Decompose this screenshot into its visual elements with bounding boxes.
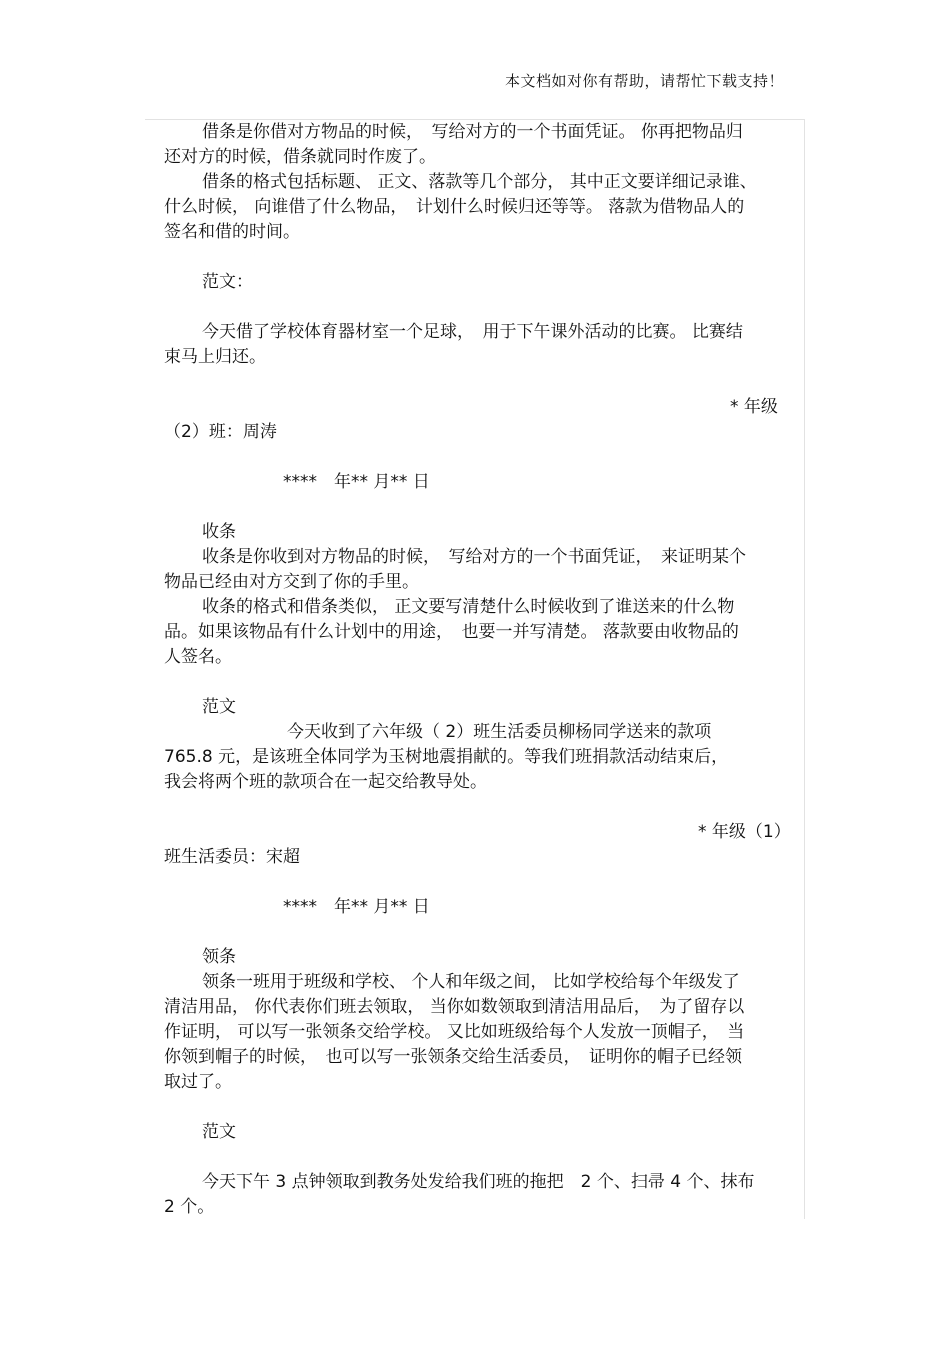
paragraph-line: 束马上归还。 (164, 347, 266, 367)
section-heading: 范文： (202, 272, 253, 292)
paragraph-line: 取过了。 (164, 1072, 232, 1092)
paragraph-line: 我会将两个班的款项合在一起交给教导处。 (164, 772, 487, 792)
paragraph-line: 作证明， 可以写一张领条交给学校。 又比如班级给每个人发放一顶帽子， 当 (164, 1022, 745, 1042)
paragraph-line: 人签名。 (164, 647, 232, 667)
paragraph-line: 清洁用品， 你代表你们班去领取， 当你如数领取到清洁用品后， 为了留存以 (164, 997, 745, 1017)
section-heading: 范文 (202, 697, 236, 717)
paragraph-line: 今天收到了六年级（ 2）班生活委员柳杨同学送来的款项 (287, 722, 712, 742)
paragraph-line: 今天借了学校体育器材室一个足球， 用于下午课外活动的比赛。 比赛结 (202, 322, 743, 342)
section-heading: 范文 (202, 1122, 236, 1142)
paragraph-line: 今天下午 3 点钟领取到教务处发给我们班的拖把 2 个、扫帚 4 个、抹布 (202, 1172, 755, 1192)
paragraph-line: 领条一班用于班级和学校、 个人和年级之间， 比如学校给每个年级发了 (202, 972, 740, 992)
section-heading: 收条 (202, 522, 236, 542)
paragraph-line: 物品已经由对方交到了你的手里。 (164, 572, 419, 592)
paragraph-line: 借条的格式包括标题、 正文、落款等几个部分， 其中正文要详细记录谁、 (202, 172, 757, 192)
signature-line: * 年级（1） (698, 822, 791, 842)
section-heading: 领条 (202, 947, 236, 967)
paragraph-line: 2 个。 (164, 1197, 215, 1217)
paragraph-line: 借条是你借对方物品的时候， 写给对方的一个书面凭证。 你再把物品归 (202, 122, 743, 142)
signature-line: 班生活委员：宋超 (164, 847, 300, 867)
date-line: **** 年** 月** 日 (283, 897, 430, 917)
signature-line: （2）班：周涛 (164, 422, 277, 442)
paragraph-line: 品。如果该物品有什么计划中的用途， 也要一并写清楚。 落款要由收物品的 (164, 622, 739, 642)
page-header-note: 本文档如对你有帮助，请帮忙下载支持！ (505, 72, 785, 90)
paragraph-line: 签名和借的时间。 (164, 222, 300, 242)
right-divider (804, 119, 805, 1219)
paragraph-line: 收条是你收到对方物品的时候， 写给对方的一个书面凭证， 来证明某个 (202, 547, 746, 567)
date-line: **** 年** 月** 日 (283, 472, 430, 492)
paragraph-line: 765.8 元，是该班全体同学为玉树地震捐献的。等我们班捐款活动结束后， (164, 747, 729, 767)
paragraph-line: 收条的格式和借条类似， 正文要写清楚什么时候收到了谁送来的什么物 (202, 597, 735, 617)
signature-line: * 年级 (730, 397, 778, 417)
paragraph-line: 什么时候， 向谁借了什么物品， 计划什么时候归还等等。 落款为借物品人的 (164, 197, 745, 217)
paragraph-line: 还对方的时候，借条就同时作废了。 (164, 147, 436, 167)
paragraph-line: 你领到帽子的时候， 也可以写一张领条交给生活委员， 证明你的帽子已经领 (164, 1047, 742, 1067)
